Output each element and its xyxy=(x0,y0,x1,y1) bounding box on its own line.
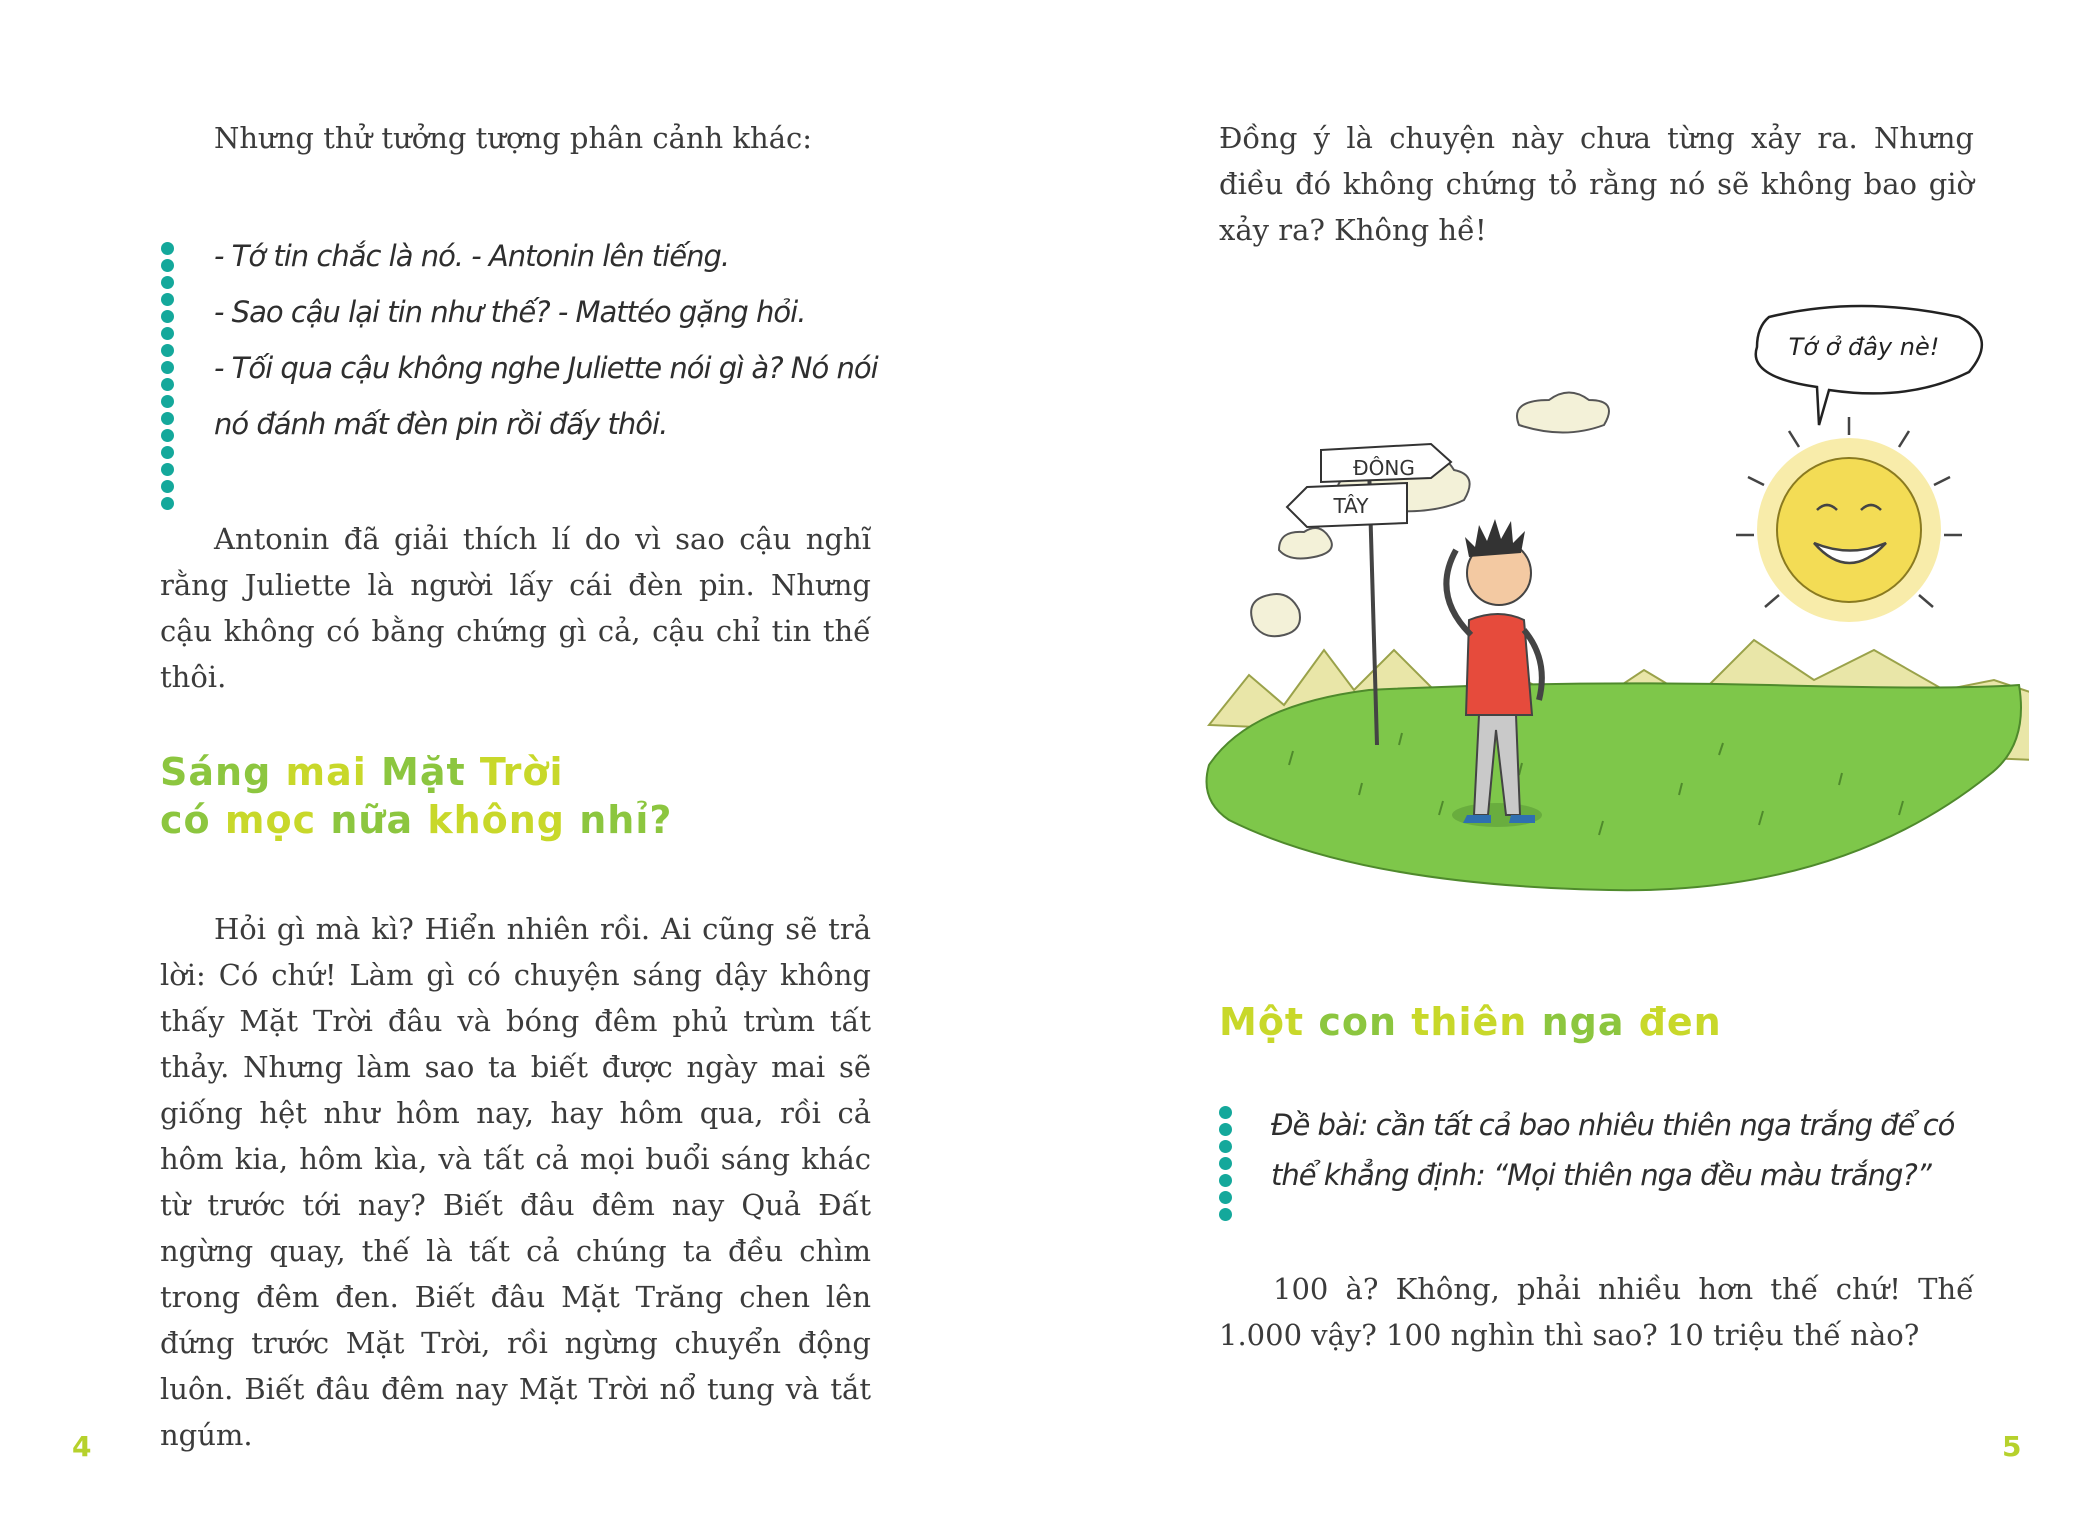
illustration-drawing xyxy=(1199,295,2029,895)
sun-field-illustration xyxy=(1199,295,2029,895)
sun-paragraph: Hỏi gì mà kì? Hiển nhiên rồi. Ai cũng sẽ trả lời: Có chứ! Làm gì có chuyện sáng dậy không thấy Mặt Trời đâu và bóng đêm phủ trùm tất thảy. Nhưng làm sao ta biết được ngày mai sẽ giống hệt như hôm nay, hay hôm qua, rồi cả hôm kia, hôm kìa, và tất cả mọi buổi sáng khác từ trước tới nay? Biết đâu đêm nay Quả Đất ngừng quay, thế là tất cả chúng ta đều chìm trong đêm đen. Biết đâu Mặt Trăng chen lên đứng trước Mặt Trời, rồi ngừng chuyển động luôn. Biết đâu đêm nay Mặt Trời nổ tung và tắt ngúm. xyxy=(160,912,871,1452)
dialogue-dots-decoration xyxy=(156,242,178,514)
section-heading-sun: Sáng mai Mặt Trời có mọc nữa không nhỉ? xyxy=(160,750,673,842)
speech-bubble xyxy=(1756,306,1982,425)
intro-paragraph: Nhưng thử tưởng tượng phân cảnh khác: xyxy=(214,121,812,155)
dialogue-line: - Tối qua cậu không nghe Juliette nói gì à? Nó nói nó đánh mất đèn pin rồi đấy thôi. xyxy=(214,351,878,441)
page-number-left: 4 xyxy=(72,1430,92,1463)
section-heading-swan: Một con thiên nga đen xyxy=(1219,1000,1722,1044)
agree-paragraph: Đồng ý là chuyện này chưa từng xảy ra. Nhưng điều đó không chứng tỏ rằng nó sẽ không bao giờ xảy ra? Không hề! xyxy=(1219,121,1974,247)
sign-west-text: TÂY xyxy=(1333,494,1369,518)
dialogue-line: - Sao cậu lại tin như thế? - Mattéo gặng hỏi. xyxy=(214,295,806,329)
dialogue-line: - Tớ tin chắc là nó. - Antonin lên tiếng. xyxy=(214,239,730,273)
swan-dots-decoration xyxy=(1214,1106,1236,1225)
page-number-right: 5 xyxy=(2002,1430,2022,1463)
swan-question: Đề bài: cần tất cả bao nhiêu thiên nga trắng để có thể khẳng định: “Mọi thiên nga đều màu trắng?” xyxy=(1271,1108,1955,1192)
sign-east-text: ĐÔNG xyxy=(1353,456,1415,480)
sun xyxy=(1736,417,1962,622)
swan-paragraph: 100 à? Không, phải nhiều hơn thế chứ! Thế 1.000 vậy? 100 nghìn thì sao? 10 triệu thế nào? xyxy=(1219,1272,1974,1352)
right-page xyxy=(1039,0,2078,1528)
antonin-paragraph: Antonin đã giải thích lí do vì sao cậu nghĩ rằng Juliette là người lấy cái đèn pin. Nhưng cậu không có bằng chứng gì cả, cậu chỉ tin thế thôi. xyxy=(160,522,871,694)
dialogue-block xyxy=(214,228,904,452)
speech-bubble-text: Tớ ở đây nè! xyxy=(1788,333,1940,361)
